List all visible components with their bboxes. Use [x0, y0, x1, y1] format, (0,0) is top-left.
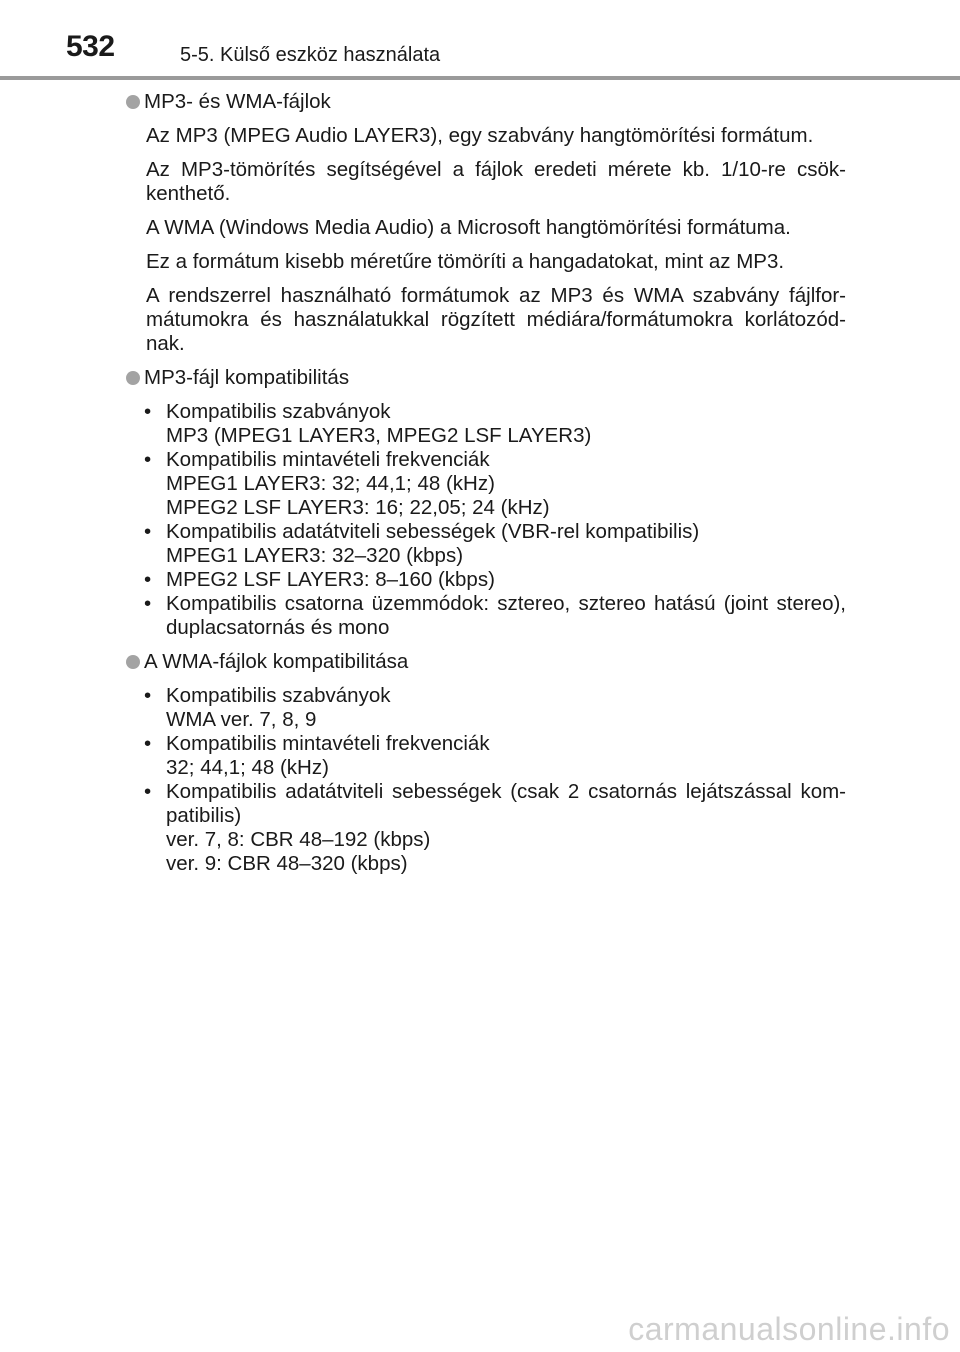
list-item-line: Kompatibilis mintavételi frekvenciák	[166, 448, 490, 471]
list-item-line: Kompatibilis adatátviteli sebességek (VBR-rel kompatibilis)	[166, 520, 700, 543]
list-item	[144, 400, 846, 448]
paragraph: Az MP3 (MPEG Audio LAYER3), egy szabvány hangtömörítési formátum.	[146, 124, 814, 147]
list-item	[144, 684, 846, 732]
section-heading	[114, 650, 846, 674]
spec-list	[114, 684, 846, 876]
list-item-line: 32; 44,1; 48 (kHz)	[166, 756, 329, 779]
list-bullet-icon: •	[144, 684, 152, 707]
spec-list	[114, 400, 846, 640]
page-content	[114, 90, 846, 886]
list-item-line: Kompatibilis szabványok	[166, 400, 391, 423]
list-item-line: MPEG1 LAYER3: 32–320 (kbps)	[166, 544, 464, 567]
list-item-line: MPEG2 LSF LAYER3: 8–160 (kbps)	[166, 568, 495, 591]
section-heading-text: A WMA-fájlok kompatibilitása	[144, 650, 409, 673]
header-rule	[0, 76, 960, 80]
list-item	[144, 568, 846, 592]
list-bullet-icon: •	[144, 592, 152, 615]
list-bullet-icon: •	[144, 520, 152, 543]
list-item	[144, 592, 846, 640]
list-item-line: ver. 9: CBR 48–320 (kbps)	[166, 852, 408, 875]
section-title: 5-5. Külső eszköz használata	[180, 44, 441, 66]
list-item-line: Kompatibilis csatorna üzemmódok: sztereo, sztereo hatású (joint stereo), duplacsatornás és mono	[166, 592, 846, 639]
bullet-dot-icon	[126, 95, 140, 109]
page-number: 532	[66, 30, 115, 63]
list-item-line: WMA ver. 7, 8, 9	[166, 708, 317, 731]
list-bullet-icon: •	[144, 732, 152, 755]
list-item-line: Kompatibilis szabványok	[166, 684, 391, 707]
list-bullet-icon: •	[144, 780, 152, 803]
list-item-line: Kompatibilis mintavételi frekvenciák	[166, 732, 490, 755]
list-bullet-icon: •	[144, 568, 152, 591]
list-item	[144, 732, 846, 780]
paragraph: Az MP3-tömörítés segítségével a fájlok eredeti mérete kb. 1/10-re csök-kenthető.	[146, 158, 846, 205]
paragraph: A rendszerrel használható formátumok az MP3 és WMA szabvány fájlfor-mátumokra és használatukkal rögzített médiára/formátumokra korlátozód-nak.	[146, 284, 846, 355]
paragraph: A WMA (Windows Media Audio) a Microsoft hangtömörítési formátuma.	[146, 216, 791, 239]
bullet-dot-icon	[126, 655, 140, 669]
section-heading	[114, 90, 846, 114]
list-bullet-icon: •	[144, 448, 152, 471]
list-item	[144, 448, 846, 520]
list-item-line: MPEG2 LSF LAYER3: 16; 22,05; 24 (kHz)	[166, 496, 550, 519]
list-item-line: MPEG1 LAYER3: 32; 44,1; 48 (kHz)	[166, 472, 495, 495]
list-item-line: ver. 7, 8: CBR 48–192 (kbps)	[166, 828, 431, 851]
paragraph: Ez a formátum kisebb méretűre tömöríti a hangadatokat, mint az MP3.	[146, 250, 785, 273]
list-item-line: MP3 (MPEG1 LAYER3, MPEG2 LSF LAYER3)	[166, 424, 592, 447]
list-item	[144, 780, 846, 876]
bullet-dot-icon	[126, 371, 140, 385]
list-item	[144, 520, 846, 568]
list-bullet-icon: •	[144, 400, 152, 423]
section-heading	[114, 366, 846, 390]
list-item-line: Kompatibilis adatátviteli sebességek (csak 2 csatornás lejátszással kom-patibilis)	[166, 780, 846, 827]
watermark: carmanualsonline.info	[628, 1311, 950, 1347]
section-heading-text: MP3- és WMA-fájlok	[144, 90, 331, 113]
page-header	[0, 0, 960, 80]
section-heading-text: MP3-fájl kompatibilitás	[144, 366, 350, 389]
